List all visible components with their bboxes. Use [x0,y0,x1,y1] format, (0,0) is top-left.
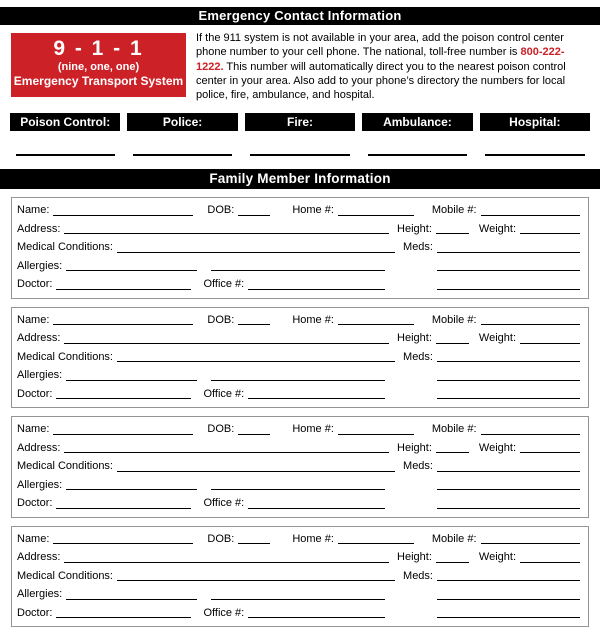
nine-one-one-box [11,33,186,97]
doctor-blank-line [56,507,191,509]
address-height-weight-row [17,548,580,567]
weight-blank-line [520,232,580,234]
hospital-blank-line [485,154,584,156]
doctor-label: Doctor: [17,278,53,291]
address-blank-line [64,232,389,234]
allergies-label: Allergies: [17,588,63,601]
dob-blank-line [238,323,270,325]
family-member-block [11,526,589,628]
section-header-emergency-contact: Emergency Contact Information [0,7,600,25]
weight-label: Weight: [478,551,516,564]
emergency-911-section [11,31,590,102]
medical-conditions-blank-line [117,251,395,253]
doctor-blank-line [56,288,191,290]
mobile-number-label: Mobile #: [431,532,477,545]
allergies-continued-blank-line [211,598,385,600]
label-hospital: Hospital: [480,113,590,131]
office-number-label: Office #: [203,606,245,619]
name-label: Name: [17,313,50,326]
allergies-label: Allergies: [17,369,63,382]
meds-blank-line [437,579,580,581]
meds-label: Meds: [403,460,433,473]
meds-continued-blank-line-2 [437,397,580,399]
allergies-continued-blank-line [211,488,385,490]
family-members [0,197,600,627]
medical-conditions-blank-line [117,360,395,362]
paragraph-text-after: This number will automatically direct you to the nearest poison control center in your area. Also add to your phone’s directory the numbers for local police, fire, ambulance, and hospital. [196,60,566,102]
paragraph-text-before: If the 911 system is not available in your area, add the poison control center phone number to your cell phone. The national, toll-free number is [196,32,564,59]
meds-blank-line [437,470,580,472]
address-height-weight-row [17,220,580,239]
meds-label: Meds: [403,350,433,363]
address-height-weight-row [17,439,580,458]
label-fire: Fire: [245,113,355,131]
medical-conditions-blank-line [117,470,395,472]
weight-label: Weight: [478,332,516,345]
doctor-blank-line [56,616,191,618]
home-number-blank-line [338,323,414,325]
label-police: Police: [127,113,237,131]
family-member-block [11,416,589,518]
emergency-contact-form [0,7,600,627]
weight-blank-line [520,561,580,563]
meds-blank-line [437,251,580,253]
weight-blank-line [520,451,580,453]
name-dob-phones-row [17,311,580,330]
doctor-label: Doctor: [17,387,53,400]
meds-blank-line [437,360,580,362]
dob-blank-line [238,214,270,216]
ambulance-blank-line [368,154,467,156]
address-blank-line [64,451,389,453]
label-ambulance: Ambulance: [362,113,472,131]
height-blank-line [436,232,469,234]
section-header-family-member: Family Member Information [0,169,600,189]
office-number-blank-line [248,507,385,509]
allergies-blank-line [66,379,197,381]
medical-conditions-meds-row [17,457,580,476]
allergies-label: Allergies: [17,478,63,491]
address-blank-line [64,561,389,563]
doctor-label: Doctor: [17,606,53,619]
allergies-row [17,366,580,385]
dob-blank-line [238,433,270,435]
home-number-label: Home #: [292,423,334,436]
family-member-block [11,197,589,299]
dob-label: DOB: [207,532,235,545]
office-number-blank-line [248,616,385,618]
height-label: Height: [397,332,432,345]
nine-one-one-number: 9 - 1 - 1 [53,37,144,60]
medical-conditions-label: Medical Conditions: [17,460,113,473]
mobile-number-label: Mobile #: [431,423,477,436]
address-label: Address: [17,332,61,345]
name-label: Name: [17,532,50,545]
address-height-weight-row [17,329,580,348]
height-label: Height: [397,441,432,454]
office-number-blank-line [248,288,385,290]
name-label: Name: [17,204,50,217]
allergies-blank-line [66,598,197,600]
address-label: Address: [17,551,61,564]
office-number-label: Office #: [203,497,245,510]
poison-control-blank-line [16,154,115,156]
allergies-continued-blank-line [211,269,385,271]
mobile-number-blank-line [481,323,580,325]
medical-conditions-label: Medical Conditions: [17,569,113,582]
name-blank-line [53,542,193,544]
emergency-transport-label: Emergency Transport System [13,74,184,88]
allergies-continued-blank-line [211,379,385,381]
label-poison-control: Poison Control: [10,113,120,131]
doctor-office-row [17,604,580,623]
home-number-label: Home #: [292,313,334,326]
dob-label: DOB: [207,313,235,326]
home-number-blank-line [338,433,414,435]
meds-continued-blank-line [437,488,580,490]
height-blank-line [436,561,469,563]
office-number-label: Office #: [203,387,245,400]
address-label: Address: [17,222,61,235]
mobile-number-label: Mobile #: [431,313,477,326]
mobile-number-blank-line [481,433,580,435]
name-blank-line [53,214,193,216]
home-number-blank-line [338,214,414,216]
mobile-number-label: Mobile #: [431,204,477,217]
dob-label: DOB: [207,423,235,436]
poison-control-phone-number: 800-222-1222. [196,46,565,73]
name-blank-line [53,323,193,325]
name-dob-phones-row [17,530,580,549]
contact-labels-row [10,113,590,131]
allergies-row [17,476,580,495]
name-dob-phones-row [17,201,580,220]
allergies-blank-line [66,269,197,271]
meds-continued-blank-line [437,379,580,381]
medical-conditions-blank-line [117,579,395,581]
doctor-label: Doctor: [17,497,53,510]
height-blank-line [436,451,469,453]
fire-blank-line [250,154,349,156]
medical-conditions-meds-row [17,238,580,257]
weight-label: Weight: [478,441,516,454]
doctor-office-row [17,385,580,404]
poison-control-paragraph [196,31,590,102]
mobile-number-blank-line [481,542,580,544]
family-member-block [11,307,589,409]
doctor-blank-line [56,397,191,399]
home-number-label: Home #: [292,532,334,545]
doctor-office-row [17,275,580,294]
medical-conditions-label: Medical Conditions: [17,350,113,363]
name-blank-line [53,433,193,435]
height-label: Height: [397,551,432,564]
meds-continued-blank-line-2 [437,288,580,290]
contact-blank-lines-row [10,154,590,156]
weight-label: Weight: [478,222,516,235]
office-number-blank-line [248,397,385,399]
medical-conditions-meds-row [17,567,580,586]
address-blank-line [64,342,389,344]
dob-blank-line [238,542,270,544]
meds-continued-blank-line-2 [437,507,580,509]
office-number-label: Office #: [203,278,245,291]
medical-conditions-meds-row [17,348,580,367]
name-dob-phones-row [17,420,580,439]
medical-conditions-label: Medical Conditions: [17,241,113,254]
home-number-label: Home #: [292,204,334,217]
weight-blank-line [520,342,580,344]
meds-continued-blank-line [437,269,580,271]
allergies-label: Allergies: [17,259,63,272]
meds-continued-blank-line [437,598,580,600]
allergies-row [17,585,580,604]
meds-label: Meds: [403,569,433,582]
dob-label: DOB: [207,204,235,217]
doctor-office-row [17,494,580,513]
nine-one-one-words: (nine, one, one) [57,61,140,73]
height-blank-line [436,342,469,344]
address-label: Address: [17,441,61,454]
name-label: Name: [17,423,50,436]
home-number-blank-line [338,542,414,544]
allergies-blank-line [66,488,197,490]
mobile-number-blank-line [481,214,580,216]
allergies-row [17,257,580,276]
height-label: Height: [397,222,432,235]
police-blank-line [133,154,232,156]
meds-continued-blank-line-2 [437,616,580,618]
meds-label: Meds: [403,241,433,254]
